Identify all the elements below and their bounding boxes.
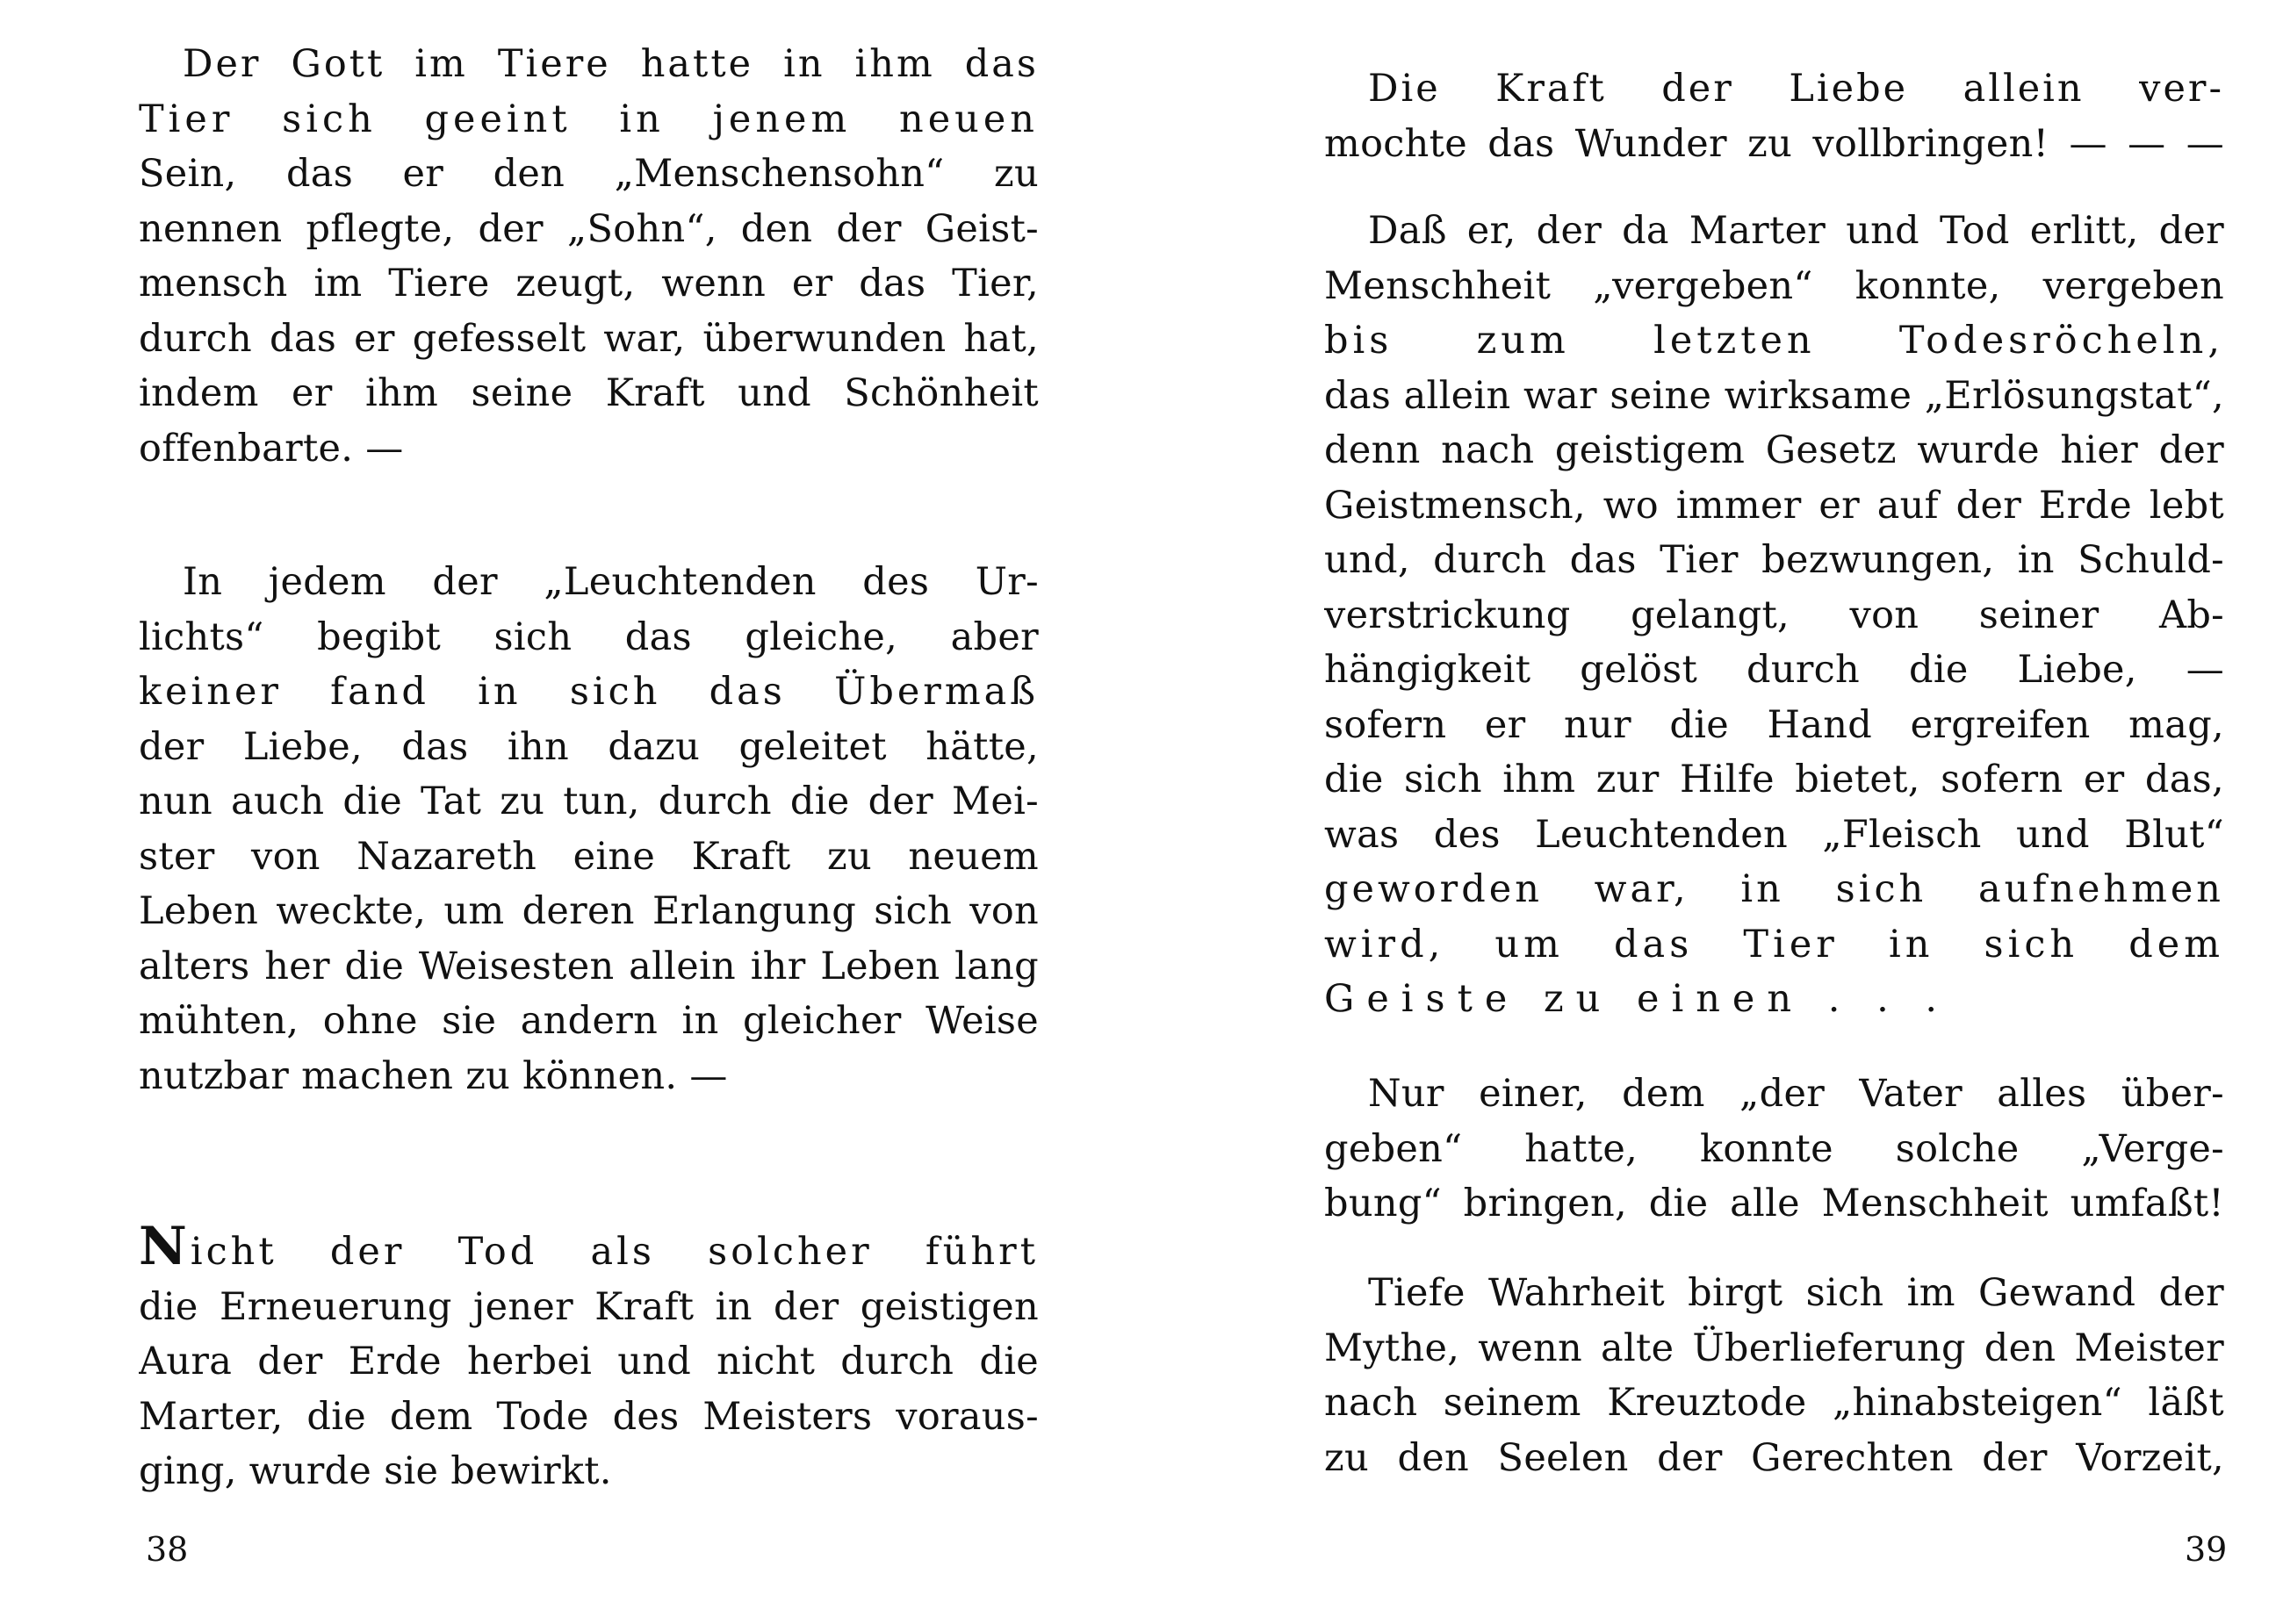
text-line: denn nach geistigem Gesetz wurde hier der — [1324, 428, 2224, 472]
text-line: indem er ihm seine Kraft und Schönheit — [139, 371, 1039, 415]
paragraph-2 — [1324, 204, 2224, 1027]
text-line: und, durch das Tier bezwungen, in Schuld- — [1324, 538, 2224, 582]
text-line: Mythe, wenn alte Überlieferung den Meister — [1324, 1326, 2224, 1370]
text-line: mühten, ohne sie andern in gleicher Weise — [139, 999, 1039, 1043]
text-line: lichts“ begibt sich das gleiche, aber — [139, 614, 1039, 659]
text-line: Leben weckte, um deren Erlangung sich von — [139, 889, 1039, 933]
text-line: geworden war, in sich aufnehmen — [1324, 867, 2224, 911]
text-line: ging, wurde sie bewirkt. — [139, 1449, 612, 1493]
text-line: Tier sich geeint in jenem neuen — [139, 97, 1039, 141]
paragraph-3 — [139, 1225, 1039, 1499]
paragraph-1 — [139, 37, 1039, 476]
text-line: die sich ihm zur Hilfe bietet, sofern er das, — [1324, 758, 2224, 801]
paragraph-4 — [1324, 1266, 2224, 1485]
text-line: Marter, die dem Tode des Meisters voraus- — [139, 1394, 1039, 1439]
text-line: Aura der Erde herbei und nicht durch die — [139, 1340, 1039, 1383]
text-line: durch das er gefesselt war, überwunden hat, — [139, 316, 1039, 361]
text-line: zu den Seelen der Gerechten der Vorzeit, — [1324, 1435, 2224, 1480]
text-line: Die Kraft der Liebe allein ver- — [1368, 67, 2224, 111]
text-line: bung“ bringen, die alle Menschheit umfaßt! — [1324, 1182, 2224, 1225]
text-line: was des Leuchtenden „Fleisch und Blut“ — [1324, 812, 2224, 857]
paragraph-3 — [1324, 1067, 2224, 1232]
text-line: sofern er nur die Hand ergreifen mag, — [1324, 702, 2224, 747]
text-line: keiner fand in sich das Übermaß — [139, 670, 1039, 714]
text-line: geben“ hatte, konnte solche „Verge- — [1324, 1126, 2224, 1171]
text-line: bis zum letzten Todesröcheln, — [1324, 319, 2224, 363]
text-line — [139, 1225, 1039, 1280]
text-line: nutzbar machen zu können. — — [139, 1053, 728, 1098]
paragraph-1 — [1324, 61, 2224, 171]
text-line: Geistmensch, wo immer er auf der Erde lebt — [1324, 483, 2224, 528]
text-line: Nur einer, dem „der Vater alles über- — [1368, 1072, 2224, 1116]
text-line: offenbarte. — — [139, 426, 404, 471]
text-line: die Erneuerung jener Kraft in der geistigen — [139, 1284, 1039, 1329]
text-line: Der Gott im Tiere hatte in ihm das — [183, 42, 1039, 86]
paragraph-2 — [139, 555, 1039, 1103]
text-line: der Liebe, das ihn dazu geleitet hätte, — [139, 724, 1039, 769]
text-line: Tiefe Wahrheit birgt sich im Gewand der — [1368, 1271, 2224, 1315]
text-line: verstrickung gelangt, von seiner Ab- — [1324, 593, 2224, 637]
text-line: ster von Nazareth eine Kraft zu neuem — [139, 834, 1039, 879]
text-line: mochte das Wunder zu vollbringen! — — — — [1324, 121, 2224, 166]
text-line: wird, um das Tier in sich dem — [1324, 922, 2224, 966]
dropcap-letter: N — [139, 1225, 191, 1277]
text-line: hängigkeit gelöst durch die Liebe, — — [1324, 648, 2224, 692]
text-line-rest: icht der Tod als solcher führt — [190, 1230, 1039, 1274]
text-line: Geiste zu einen . . . — [1324, 977, 1950, 1021]
right-page — [1142, 0, 2283, 1624]
text-line: mensch im Tiere zeugt, wenn er das Tier, — [139, 262, 1039, 305]
text-line: das allein war seine wirksame „Erlösungstat“, — [1324, 373, 2224, 418]
text-line: nun auch die Tat zu tun, durch die der Mei- — [139, 780, 1039, 823]
text-line: alters her die Weisesten allein ihr Leben lang — [139, 944, 1039, 988]
page-number: 38 — [146, 1530, 189, 1569]
text-line: Daß er, der da Marter und Tod erlitt, der — [1368, 209, 2224, 253]
text-line: Menschheit „vergeben“ konnte, vergeben — [1324, 263, 2224, 308]
text-line: Sein, das er den „Menschensohn“ zu — [139, 152, 1039, 196]
text-line: nennen pflegte, der „Sohn“, den der Geist- — [139, 206, 1039, 251]
text-line: In jedem der „Leuchtenden des Ur- — [183, 560, 1039, 604]
page-number: 39 — [2185, 1530, 2228, 1569]
text-line: nach seinem Kreuztode „hinabsteigen“ läßt — [1324, 1381, 2224, 1425]
